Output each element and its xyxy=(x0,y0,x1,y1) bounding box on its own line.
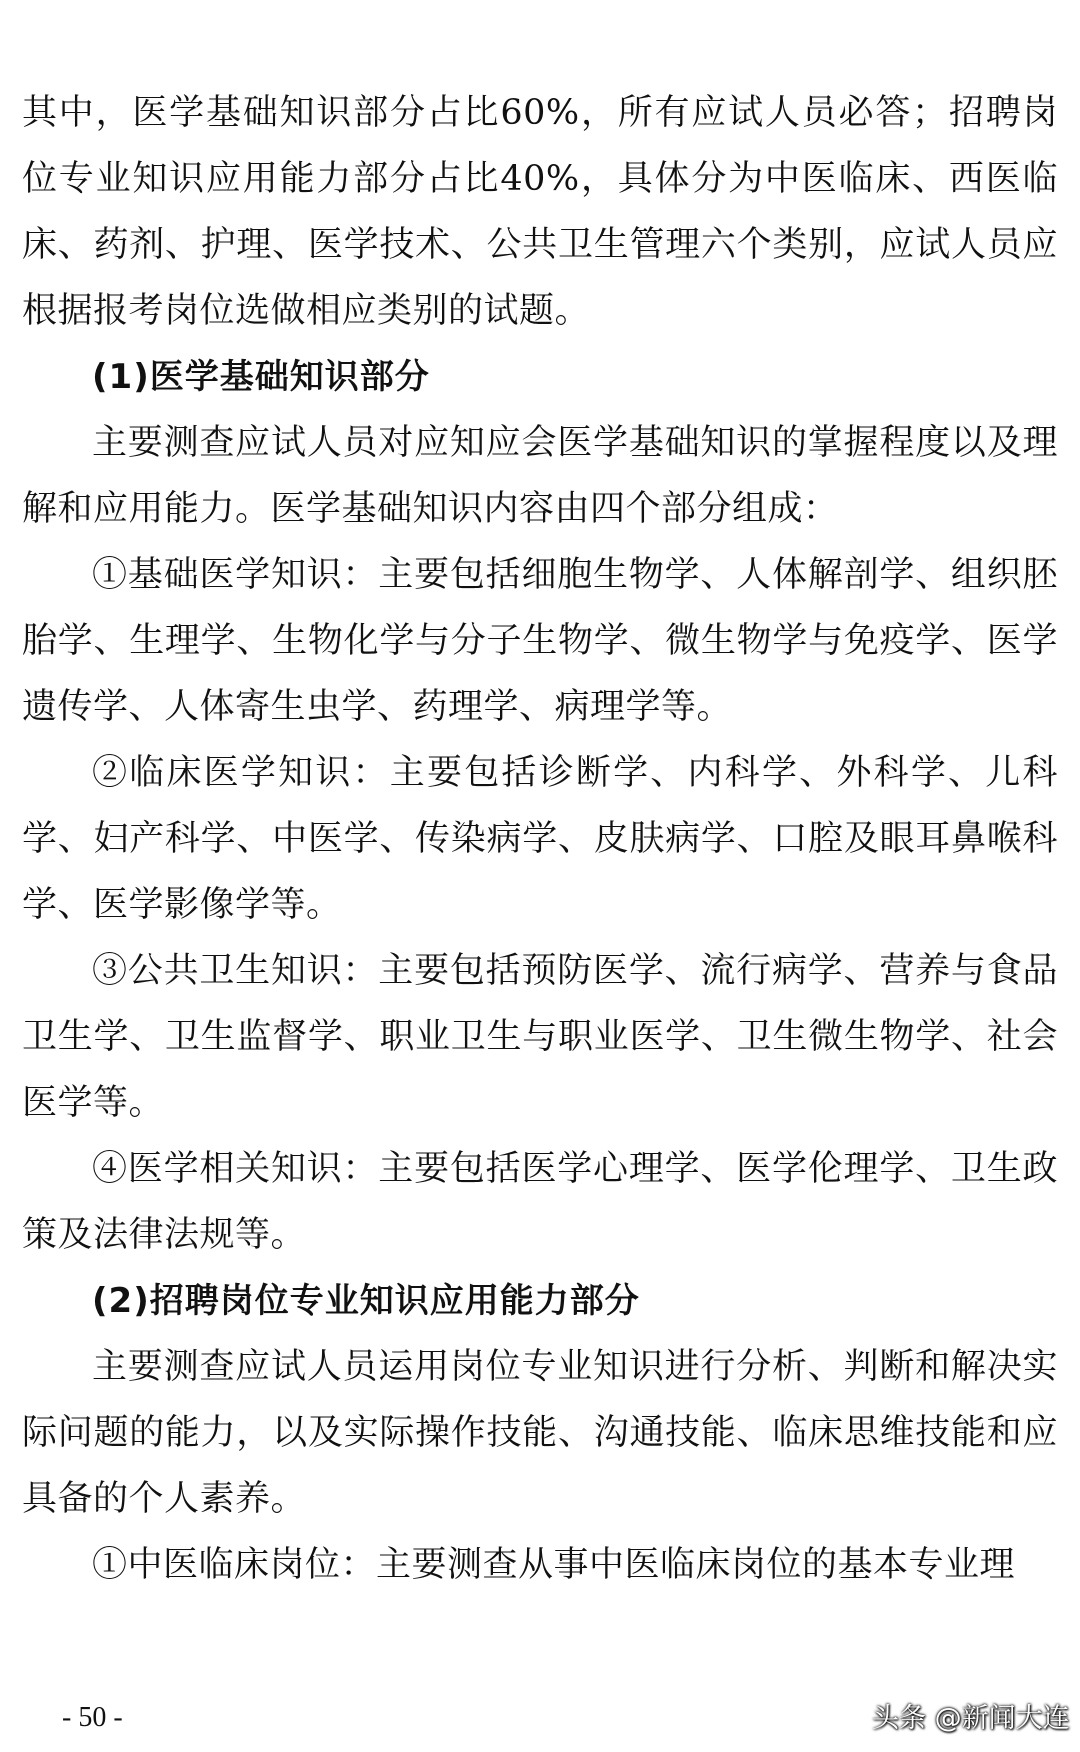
section-heading-professional-knowledge: (2)招聘岗位专业知识应用能力部分 xyxy=(92,1281,640,1321)
paragraph-public-health: ③公共卫生知识：主要包括预防医学、流行病学、营养与食品卫生学、卫生监督学、职业卫生与职业医学、卫生微生物学、社会医学等。 xyxy=(22,951,1058,1123)
paragraph-basic-medicine: ①基础医学知识：主要包括细胞生物学、人体解剖学、组织胚胎学、生理学、生物化学与分子生物学、微生物学与免疫学、医学遗传学、人体寄生虫学、药理学、病理学等。 xyxy=(22,555,1058,727)
paragraph-professional-overview: 主要测查应试人员运用岗位专业知识进行分析、判断和解决实际问题的能力，以及实际操作技能、沟通技能、临床思维技能和应具备的个人素养。 xyxy=(22,1347,1058,1519)
page-number: - 50 - xyxy=(62,1702,123,1733)
paragraph-medical-related: ④医学相关知识：主要包括医学心理学、医学伦理学、卫生政策及法律法规等。 xyxy=(22,1149,1058,1255)
paragraph-medical-basics-overview: 主要测查应试人员对应知应会医学基础知识的掌握程度以及理解和应用能力。医学基础知识内容由四个部分组成： xyxy=(22,423,1058,529)
watermark: 头条 @新闻大连 xyxy=(872,1703,1070,1734)
paragraph-clinical-medicine: ②临床医学知识：主要包括诊断学、内科学、外科学、儿科学、妇产科学、中医学、传染病学、皮肤病学、口腔及眼耳鼻喉科学、医学影像学等。 xyxy=(22,753,1058,925)
paragraph-tcm-clinical: ①中医临床岗位：主要测查从事中医临床岗位的基本专业理 xyxy=(92,1545,1016,1585)
document-body xyxy=(22,80,1058,1598)
section-heading-medical-basics: (1)医学基础知识部分 xyxy=(92,357,430,397)
paragraph-intro: 其中，医学基础知识部分占比60%，所有应试人员必答；招聘岗位专业知识应用能力部分占比40%，具体分为中医临床、西医临床、药剂、护理、医学技术、公共卫生管理六个类别，应试人员应根据报考岗位选做相应类别的试题。 xyxy=(22,93,1058,331)
